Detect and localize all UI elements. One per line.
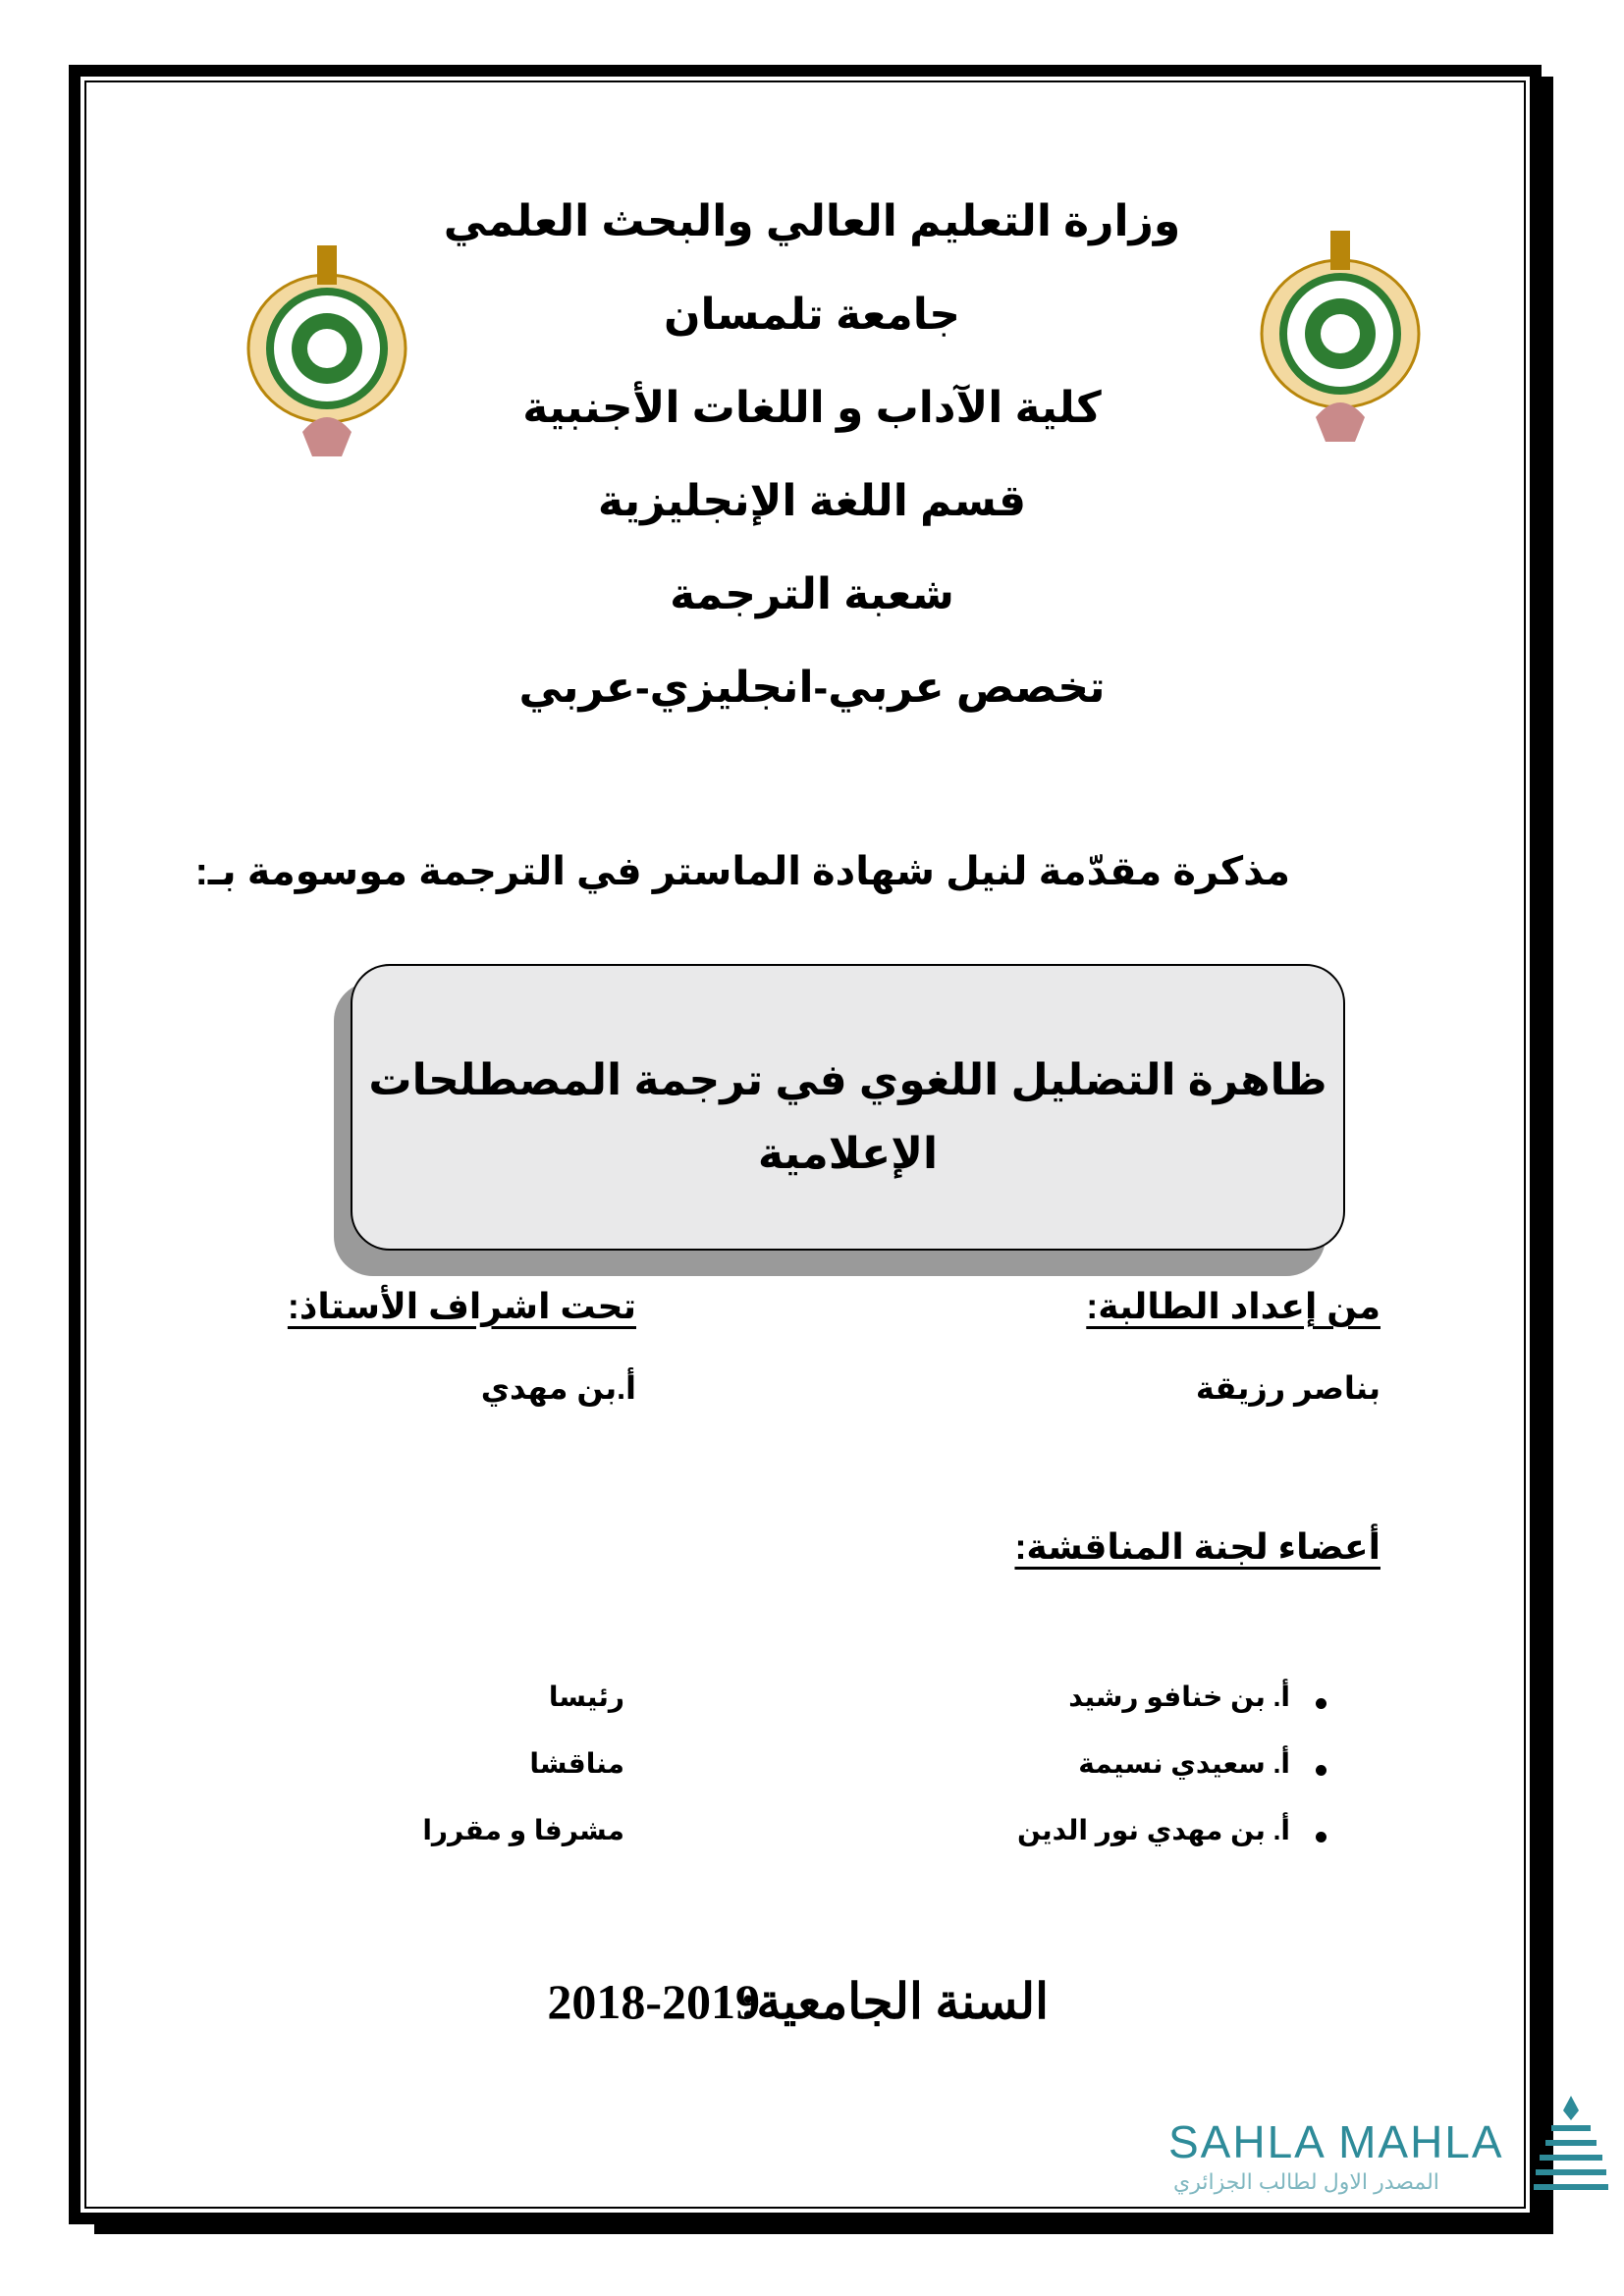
committee-member-name: أ. بن مهدي نور الدين (1016, 1815, 1290, 1845)
thesis-title-line2: الإعلامية (757, 1130, 939, 1178)
academic-year-label: السنة الجامعية: (739, 1974, 1049, 2029)
student-name: بناصر رزيقة (1195, 1370, 1380, 1406)
academic-year-value: 2018-2019 (547, 1974, 760, 2029)
branch-name: شعبة الترجمة (670, 570, 954, 618)
department-name: قسم اللغة الإنجليزية (597, 477, 1027, 525)
supervisor-name: أ.بن مهدي (480, 1370, 636, 1406)
thesis-intro: مذكرة مقدّمة لنيل شهادة الماستر في الترجمة موسومة بـ: (194, 850, 1290, 893)
list-bullet (1316, 1698, 1326, 1709)
committee-member-role: رئيسا (548, 1682, 624, 1712)
committee-member-role: مشرفا و مقررا (422, 1815, 624, 1845)
page-border-shadow-bottom (94, 2224, 1553, 2234)
ministry-title: وزارة التعليم العالي والبحث العلمي (443, 197, 1181, 245)
list-bullet (1316, 1765, 1326, 1776)
specialty-name: تخصص عربي-انجليزي-عربي (518, 664, 1106, 712)
faculty-name: كلية الآداب و اللغات الأجنبية (522, 384, 1102, 432)
sahla-mahla-logo-icon (1532, 2091, 1610, 2199)
watermark-tagline: المصدر الاول لطالب الجزائري (1173, 2169, 1439, 2194)
title-box (351, 964, 1345, 1251)
committee-member-role: مناقشا (529, 1748, 624, 1779)
watermark-brand: SAHLA MAHLA (1168, 2116, 1504, 2167)
student-label: من إعداد الطالبة: (1086, 1286, 1380, 1326)
supervisor-label: تحت اشراف الأستاذ: (287, 1286, 636, 1326)
committee-member-name: أ. سعيدي نسيمة (1078, 1748, 1290, 1779)
committee-label: أعضاء لجنة المناقشة: (1014, 1526, 1380, 1567)
university-name: جامعة تلمسان (663, 291, 961, 339)
committee-member-name: أ. بن خنافو رشيد (1068, 1682, 1290, 1712)
thesis-title-line1: ظاهرة التضليل اللغوي في ترجمة المصطلحات (368, 1056, 1327, 1104)
list-bullet (1316, 1832, 1326, 1842)
